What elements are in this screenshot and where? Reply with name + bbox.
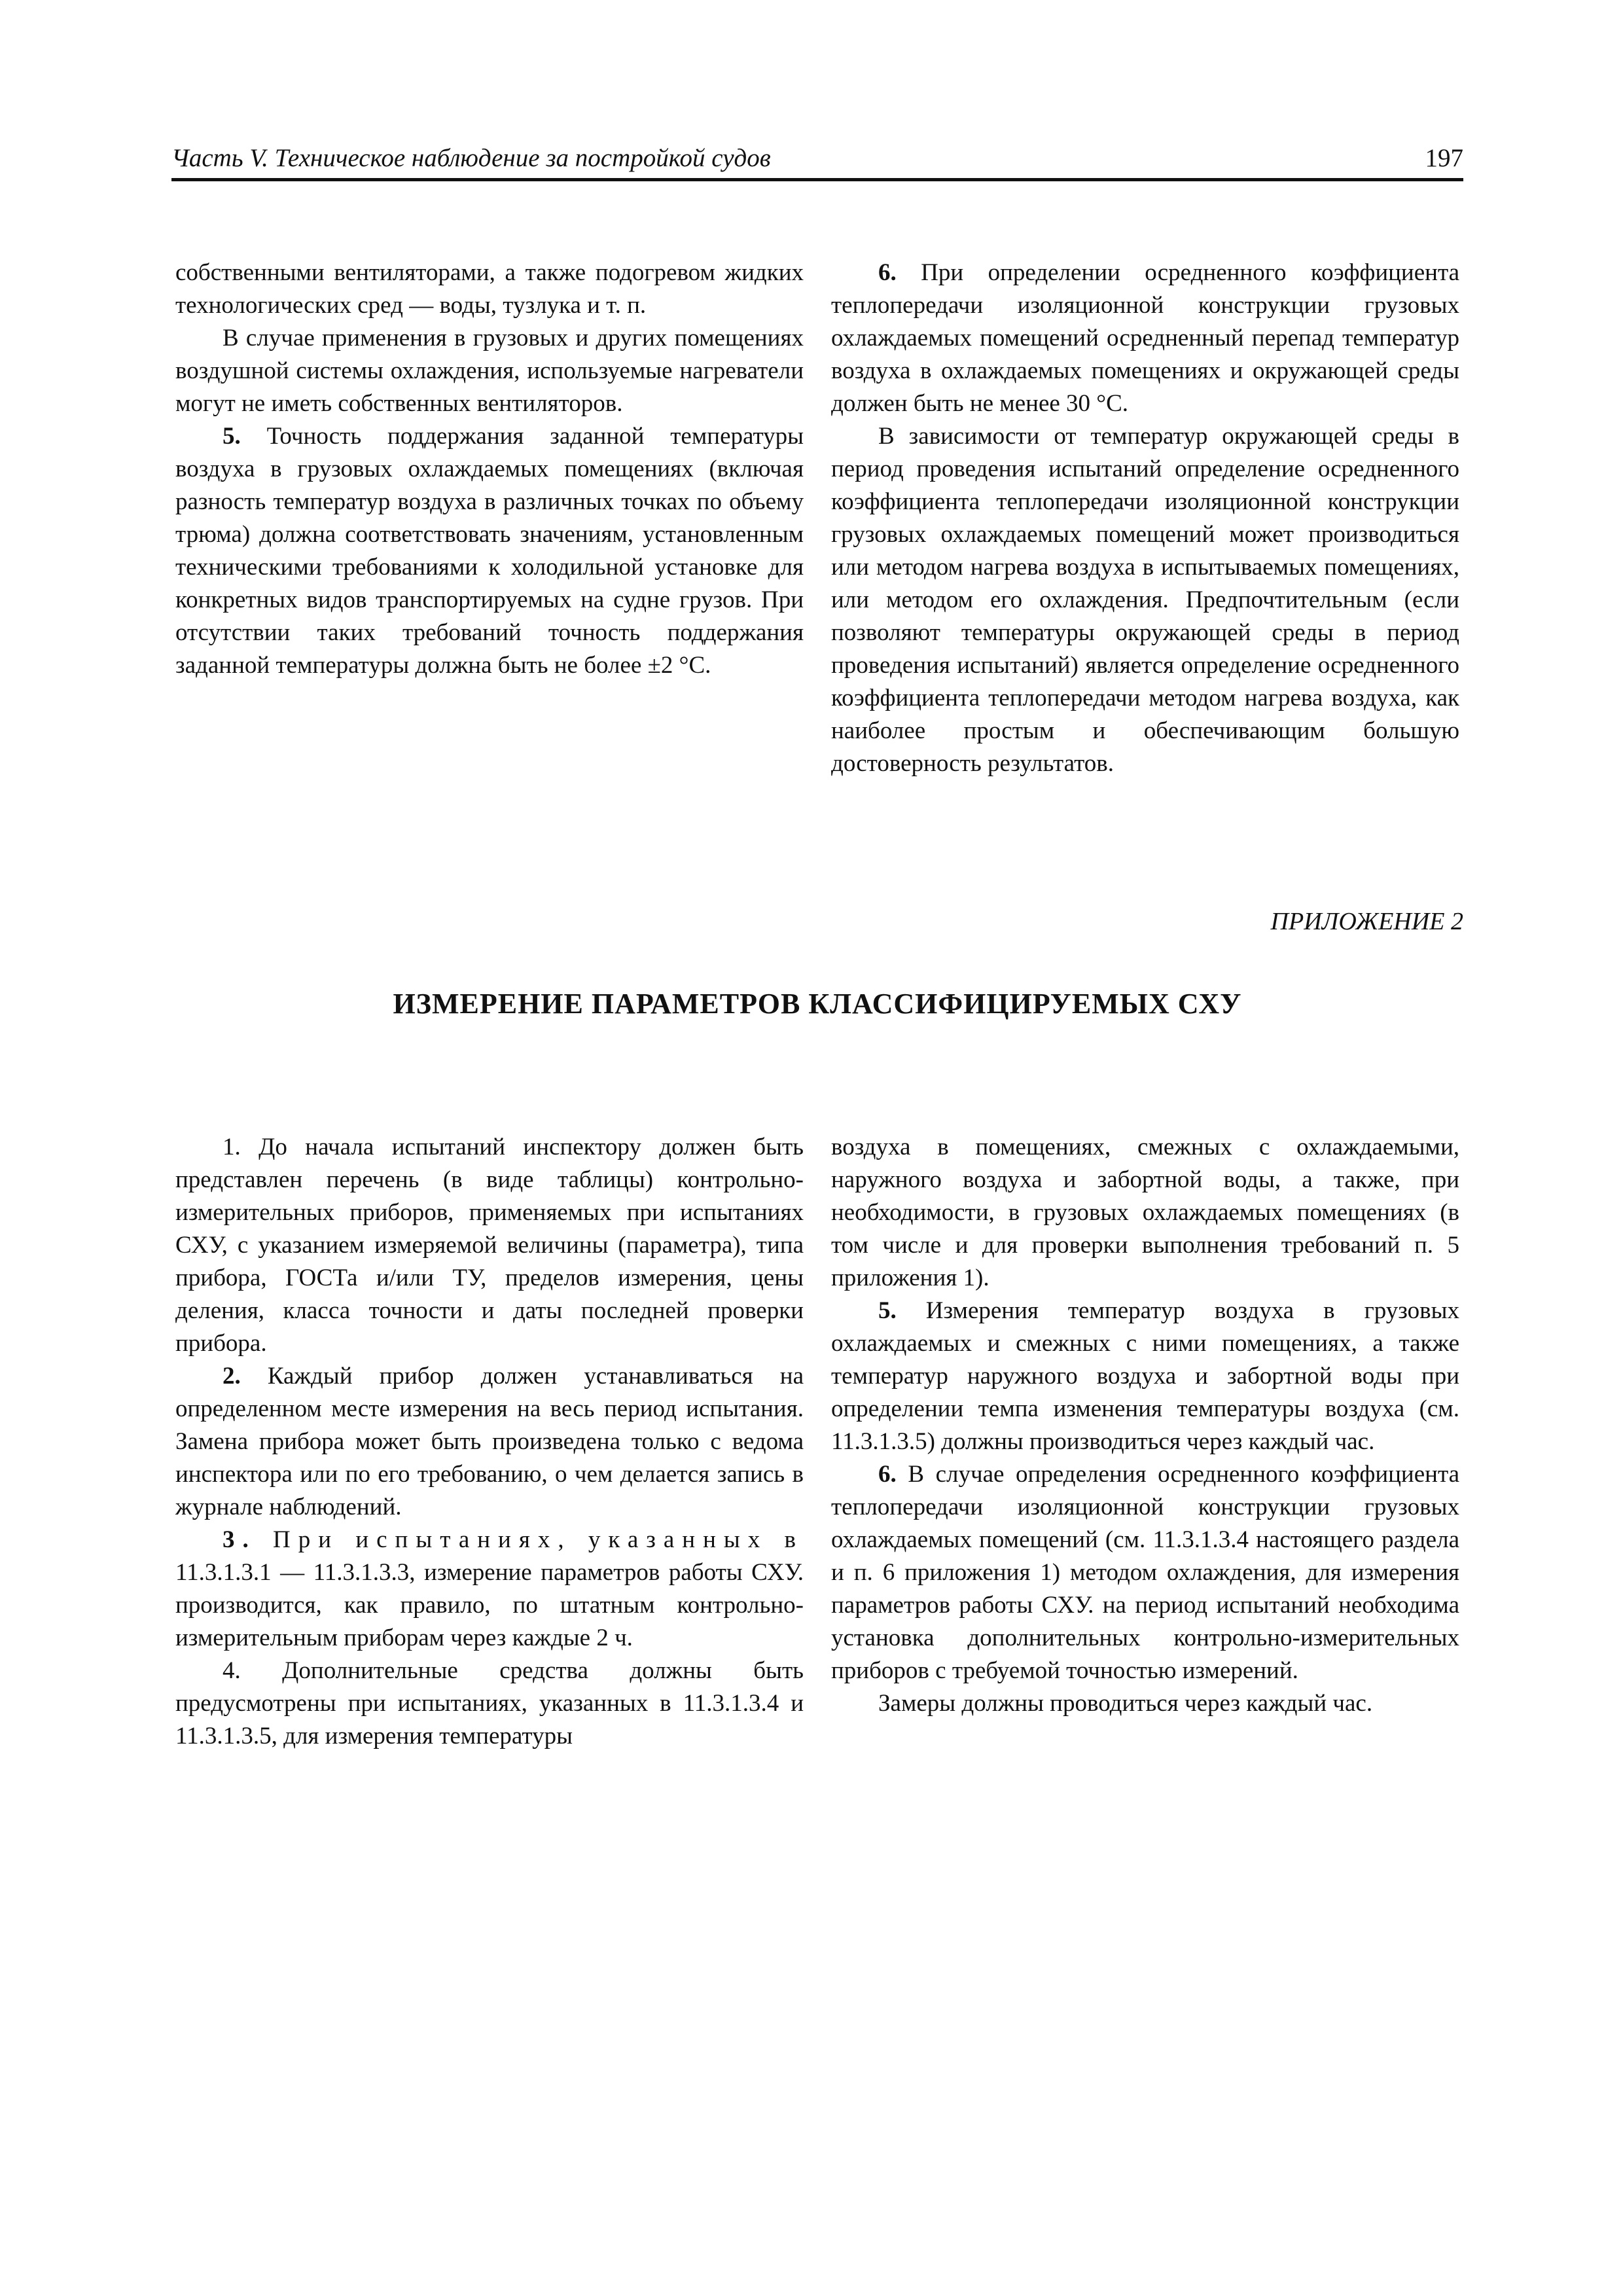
running-title: Часть V. Техническое наблюдение за постройкой судов: [171, 144, 771, 172]
paragraph-text: При определении осредненного коэффициента теплопередачи изоляционной конструкции грузовых охлаждаемых помещений осредненный перепад температур воздуха в охлаждаемых помещениях и окружающей среды должен быть не менее 30 °С.: [831, 259, 1459, 417]
paragraph: [831, 1295, 1459, 1458]
paragraph: [175, 1655, 804, 1753]
lower-left-column: [175, 1131, 804, 1753]
paragraph: [175, 1524, 804, 1655]
page-number: 197: [1425, 144, 1463, 172]
paragraph: [831, 1687, 1459, 1720]
paragraph: [831, 1131, 1459, 1295]
paragraph-text: Точность поддержания заданной температуры воздуха в грузовых охлаждаемых помещениях (включая разность температур воздуха в различных точках по объему трюма) должна соответствовать значениям, установленным техническими требованиями к холодильной установке для конкретных видов транспортируемых на судне грузов. При отсутствии таких требований точность поддержания заданной температуры должна быть не более ±2 °С.: [175, 423, 804, 679]
paragraph-text: 11.3.1.3.1 — 11.3.1.3.3, измерение параметров работы СХУ. производится, как правило, по штатным контрольно-измерительным приборам через каждые 2 ч.: [175, 1559, 804, 1651]
paragraph-text: собственными вентиляторами, а также подогревом жидких технологических сред — воды, тузлука и т. п.: [175, 259, 804, 319]
appendix-label: ПРИЛОЖЕНИЕ 2: [1270, 908, 1463, 935]
paragraph-number: 5.: [223, 423, 241, 450]
paragraph-text: Замеры должны проводиться через каждый час.: [878, 1690, 1373, 1717]
paragraph: [175, 420, 804, 682]
paragraph: [175, 1360, 804, 1524]
paragraph-text: воздуха в помещениях, смежных с охлаждаемыми, наружного воздуха и забортной воды, а также, при необходимости, в грузовых охлаждаемых помещениях (в том числе и для проверки выполнения требований п. 5 приложения 1).: [831, 1134, 1459, 1291]
paragraph: [831, 420, 1459, 780]
paragraph: [831, 257, 1459, 420]
paragraph-text: В случае определения осредненного коэффициента теплопередачи изоляционной конструкции грузовых охлаждаемых помещений (см. 11.3.1.3.4 настоящего раздела и п. 6 приложения 1) методом охлаждения, для измерения параметров работы СХУ. на период испытаний необходима установка дополнительных контрольно-измерительных приборов с требуемой точностью измерений.: [831, 1461, 1459, 1684]
paragraph: [831, 1458, 1459, 1687]
paragraph-number: 5.: [878, 1297, 897, 1324]
paragraph: [175, 322, 804, 420]
paragraph-text: Дополнительные средства должны быть предусмотрены при испытаниях, указанных в 11.3.1.3.4 и 11.3.1.3.5, для измерения температуры: [175, 1657, 804, 1749]
paragraph: [175, 257, 804, 322]
paragraph-text: Измерения температур воздуха в грузовых охлаждаемых и смежных с ними помещениях, а также температур наружного воздуха и забортной воды при определении темпа изменения температуры воздуха (см. 11.3.1.3.5) должны производиться через каждый час.: [831, 1297, 1459, 1455]
header-rule: [171, 178, 1463, 181]
paragraph-text: Каждый прибор должен устанавливаться на определенном месте измерения на весь период испытания. Замена прибора может быть произведена только с ведома инспектора или по его требованию, о чем делается запись в журнале наблюдений.: [175, 1363, 804, 1520]
upper-right-column: [831, 257, 1459, 780]
paragraph-number: 6.: [878, 1461, 897, 1488]
paragraph-number: 2.: [223, 1363, 241, 1390]
upper-left-column: [175, 257, 804, 682]
paragraph: [175, 1131, 804, 1360]
paragraph-number: 4.: [223, 1657, 241, 1684]
paragraph-text: В зависимости от температур окружающей среды в период проведения испытаний определение осредненного коэффициента теплопередачи изоляционной конструкции грузовых охлаждаемых помещений может производиться или методом нагрева воздуха в испытываемых помещениях, или методом его охлаждения. Предпочтительным (если позволяют температуры окружающей среды в период проведения испытаний) является определение осредненного коэффициента теплопередачи методом нагрева воздуха, как наиболее простым и обеспечивающим большую достоверность результатов.: [831, 423, 1459, 777]
paragraph-number: 6.: [878, 259, 897, 286]
paragraph-lead: При испытаниях, указанных в: [256, 1526, 804, 1553]
running-header: [171, 140, 1463, 179]
paragraph-text: В случае применения в грузовых и других помещениях воздушной системы охлаждения, используемые нагреватели могут не иметь собственных вентиляторов.: [175, 325, 804, 417]
lower-right-column: [831, 1131, 1459, 1720]
paragraph-number: 3.: [223, 1526, 257, 1553]
paragraph-number: 1.: [223, 1134, 241, 1160]
section-title: ИЗМЕРЕНИЕ ПАРАМЕТРОВ КЛАССИФИЦИРУЕМЫХ СХУ: [393, 988, 1242, 1020]
paragraph-text: До начала испытаний инспектору должен быть представлен перечень (в виде таблицы) контрольно-измерительных приборов, применяемых при испытаниях СХУ, с указанием измеряемой величины (параметра), типа прибора, ГОСТа и/или ТУ, пределов измерения, цены деления, класса точности и даты последней проверки прибора.: [175, 1134, 804, 1357]
